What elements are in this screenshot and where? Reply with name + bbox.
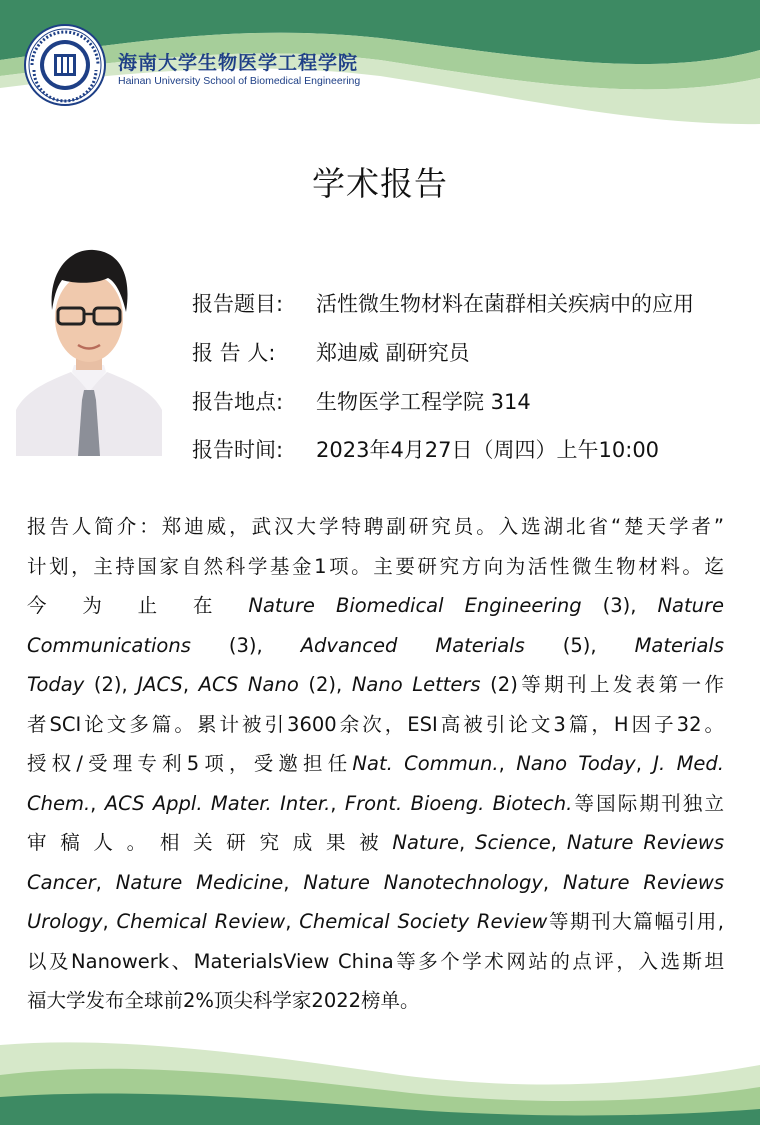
bio-text: 授权/受理专利5项，受邀担任 xyxy=(27,752,353,775)
bio-journal-name: Science xyxy=(475,831,551,854)
university-name-cn xyxy=(118,48,358,75)
speaker-label: 报 告 人: xyxy=(192,341,276,365)
bio-journal-name: Materials xyxy=(634,633,724,657)
topic-value: 活性微生物材料在菌群相关疾病中的应用 xyxy=(316,292,694,316)
info-speaker xyxy=(192,337,470,367)
bio-journal-name: Nature xyxy=(392,831,459,854)
bio-line xyxy=(27,863,724,903)
bio-line xyxy=(27,784,724,824)
bio-journal-name: Advanced Materials xyxy=(300,633,525,657)
bio-journal-name: Nature xyxy=(657,594,725,617)
bio-line xyxy=(27,902,724,942)
info-location xyxy=(192,386,531,416)
bio-text: (2)等期刊上发表第一作 xyxy=(480,673,724,696)
bio-line xyxy=(27,586,724,626)
bio-text: , xyxy=(102,910,117,933)
bio-journal-name: Chemical Review xyxy=(116,910,286,933)
bio-journal-name: Front. Bioeng. Biotech. xyxy=(344,791,573,815)
bio-journal-name: ACS Nano xyxy=(198,673,299,696)
bio-line xyxy=(27,547,724,587)
bio-line xyxy=(27,942,724,982)
bio-text: , xyxy=(498,752,517,775)
bio-journal-name: JACS xyxy=(137,673,183,696)
time-value: 2023年4月27日（周四）上午10:00 xyxy=(316,438,660,462)
bio-journal-name: ACS Appl. Mater. Inter. xyxy=(104,791,331,815)
bio-journal-name: Chemical Society Review xyxy=(299,910,548,933)
bio-text: 报告人简介：郑迪威，武汉大学特聘副研究员。入选湖北省“楚天学者” xyxy=(27,515,724,538)
bio-text: , xyxy=(182,673,199,696)
bio-line xyxy=(27,507,724,547)
bio-journal-name: Urology xyxy=(27,910,103,933)
bio-text: 等期刊大篇幅引用, xyxy=(547,910,724,933)
bio-journal-name: Nature Medicine xyxy=(115,870,284,894)
bio-text: 审 稿 人 。 相 关 研 究 成 果 被 xyxy=(27,831,393,854)
bio-journal-name: Nano Today xyxy=(516,752,636,775)
bio-text: , xyxy=(542,870,563,894)
speaker-value: 郑迪威 副研究员 xyxy=(316,341,470,365)
bio-line xyxy=(27,823,724,863)
bio-text: (3), xyxy=(581,594,658,617)
time-label: 报告时间: xyxy=(192,438,284,462)
bio-text: (2), xyxy=(298,673,352,696)
bio-text: 今 为 止 在 xyxy=(27,594,249,617)
bio-text: , xyxy=(285,910,300,933)
bio-text: (5), xyxy=(524,633,635,657)
bio-text: (2), xyxy=(84,673,138,696)
bio-journal-name: Cancer xyxy=(27,870,96,894)
bio-text: , xyxy=(635,752,654,775)
bio-line xyxy=(27,981,724,1021)
bio-text: 以及Nanowerk、MaterialsView China等多个学术网站的点评，入选斯坦 xyxy=(27,949,724,973)
bio-line xyxy=(27,626,724,666)
info-topic xyxy=(192,288,694,318)
bio-journal-name: Nature Nanotechnology xyxy=(303,870,543,894)
bio-text: , xyxy=(458,831,476,854)
bio-line xyxy=(27,744,724,784)
bio-journal-name: Today xyxy=(27,673,85,696)
bio-text: 等国际期刊独立 xyxy=(572,791,724,815)
bio-text: 福大学发布全球前2%顶尖科学家2022榜单。 xyxy=(27,989,420,1012)
bio-journal-name: Nature Reviews xyxy=(566,831,724,854)
university-name: 海南大学 xyxy=(118,52,199,74)
speaker-portrait-image xyxy=(16,240,162,456)
topic-label: 报告题目: xyxy=(192,292,284,316)
header-wave-decoration xyxy=(0,0,760,130)
location-label: 报告地点: xyxy=(192,390,284,414)
bio-text: 计划，主持国家自然科学基金1项。主要研究方向为活性微生物材料。迄 xyxy=(27,554,724,578)
bio-journal-name: Nature Reviews xyxy=(562,870,725,894)
page-title: 学术报告 xyxy=(312,164,448,203)
bio-journal-name: Nature Biomedical Engineering xyxy=(248,594,582,617)
speaker-biography xyxy=(27,507,724,1021)
bio-text: , xyxy=(90,791,105,815)
bio-text: (3), xyxy=(190,633,301,657)
bio-line xyxy=(27,705,724,745)
bio-text: , xyxy=(550,831,567,854)
bio-line xyxy=(27,665,724,705)
info-time xyxy=(192,434,659,464)
bio-journal-name: Chem. xyxy=(27,791,91,815)
bio-journal-name: Nat. Commun. xyxy=(352,752,499,775)
bio-journal-name: Communications xyxy=(27,633,191,657)
school-name: 生物医学工程学院 xyxy=(198,52,359,74)
footer-wave-decoration xyxy=(0,1035,760,1125)
location-value: 生物医学工程学院 314 xyxy=(316,390,531,414)
bio-text: 者SCI论文多篇。累计被引3600余次，ESI高被引论文3篇，H因子32。 xyxy=(27,712,725,736)
bio-journal-name: J. Med. xyxy=(653,752,725,775)
bio-text: , xyxy=(95,870,116,894)
bio-text: , xyxy=(330,791,345,815)
school-name-en: Hainan University School of Biomedical Engineering xyxy=(118,75,361,87)
bio-journal-name: Nano Letters xyxy=(351,673,481,696)
university-seal-icon xyxy=(24,24,106,106)
bio-text: , xyxy=(283,870,304,894)
